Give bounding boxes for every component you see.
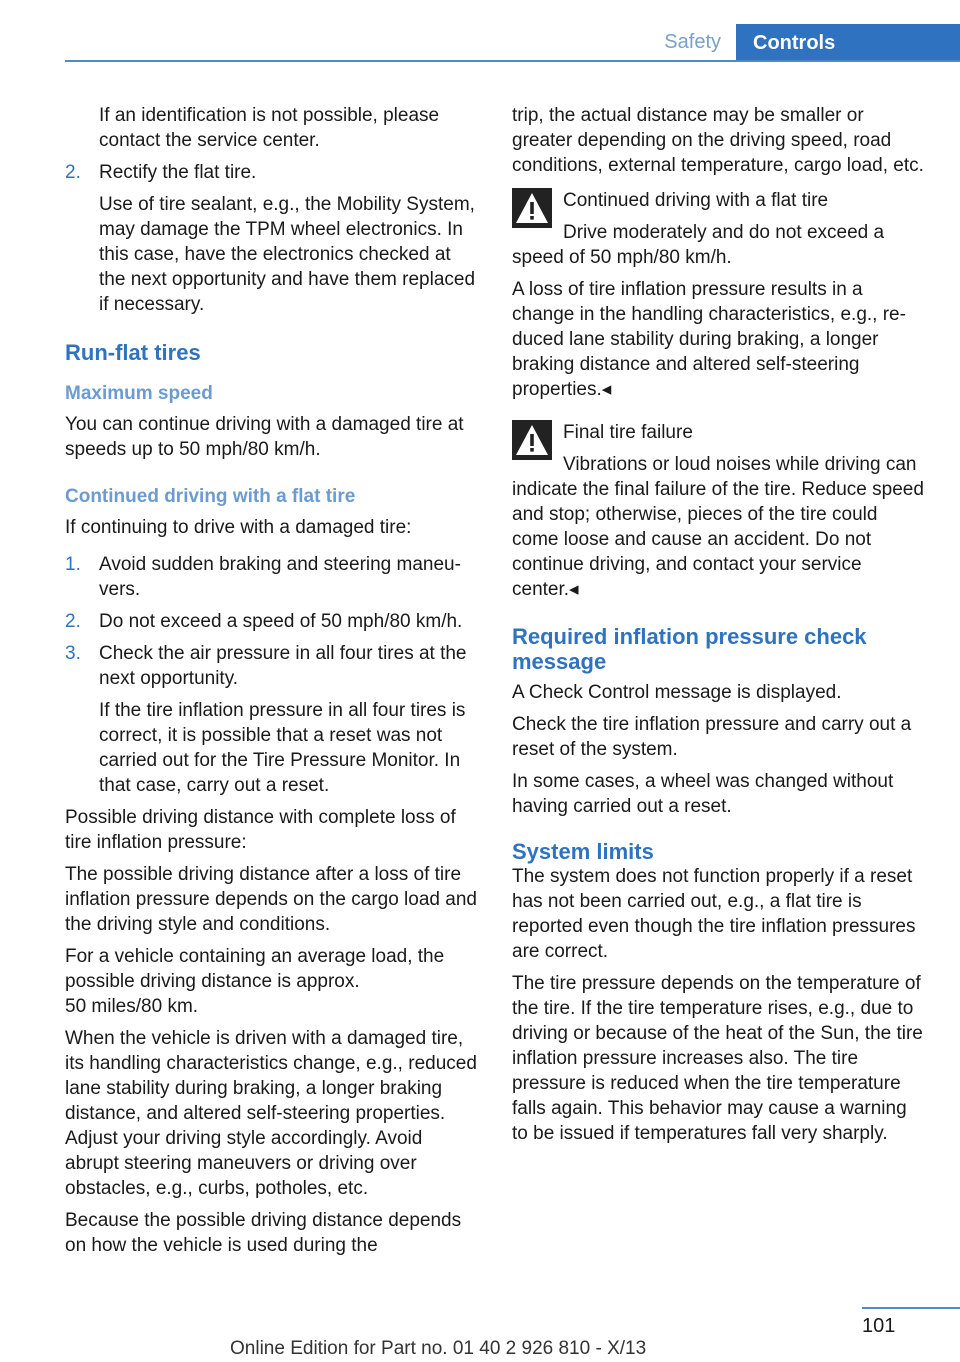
paragraph: The system does not function properly if a reset has not been carried out, e.g., a flat tire is reported even though the tire inflation pressures are correct. [512,866,916,962]
header-section-tab: Safety [664,31,721,53]
paragraph: Because the possible driving distance depends on how the vehicle is used during the [65,1210,462,1256]
list-number: 3. [65,643,81,664]
header-rule [65,60,960,62]
list-number: 1. [65,554,81,575]
list-number: 2. [65,162,81,183]
list-item [65,160,480,317]
list-subtext: If the tire inflation pressure in all four tires is correct, it is possible that a reset was not carried out for the Tire Pressure Monitor. In that case, carry out a reset. [99,700,466,796]
paragraph: You can continue driving with a damaged tire at speeds up to 50 mph/80 km/h. [65,414,464,460]
footer-edition: Online Edition for Part no. 01 40 2 926 810 - X/13 [230,1338,647,1359]
warning-title: Final tire failure [563,422,693,443]
list-text: Avoid sudden braking and steering maneuvers. [99,554,461,600]
list-item [65,609,480,634]
list-item [65,552,480,602]
paragraph: trip, the actual distance may be smaller or greater depending on the driving speed, road conditions, external temperature, cargo load, etc. [512,105,924,176]
list-number: 2. [65,611,81,632]
warning-triangle-icon [512,420,552,460]
page-number: 101 [862,1315,896,1337]
paragraph-line: 50 miles/80 km. [65,996,199,1017]
paragraph: The possible driving distance after a loss of tire inflation pressure depends on the cargo load and the driving style and conditions. [65,864,477,935]
warning-body: Vibrations or loud noises while driving can indicate the final failure of the tire. Reduce speed and stop; otherwise, pieces of the tire could come loose and cause an accident. Do not continue driving, and contact your service center.◂ [512,454,924,600]
heading-run-flat-tires: Run-flat tires [65,340,201,365]
right-column [512,103,926,1153]
paragraph: A Check Control message is displayed. [512,682,842,703]
paragraph: A loss of tire inflation pressure results in a change in the handling characteristics, e.g., reduced lane stability during braking, a longer braking distance and altered self-steering properties.◂ [512,279,906,400]
paragraph: The tire pressure depends on the temperature of the tire. If the tire temperature rises, e.g., due to driving or because of the heat of the Sun, the tire inflation pressure increases also. The tire pressure is reduced when the tire temperature falls again. This behavior may cause a warning to be issued if temperatures fall very sharply. [512,973,923,1144]
warning-title: Continued driving with a flat tire [563,190,829,211]
footer-rule [862,1307,960,1309]
paragraph [65,944,480,1019]
paragraph: If an identification is not possible, please contact the service center. [99,105,440,151]
heading-system-limits: System limits [512,839,654,864]
warning-box [512,188,926,270]
paragraph: In some cases, a wheel was changed without having carried out a reset. [512,771,894,817]
subheading-maximum-speed: Maximum speed [65,383,213,404]
warning-body: Drive moderately and do not exceed a speed of 50 mph/80 km/h. [512,222,885,268]
header-chapter-tab: Controls [736,24,960,62]
heading-required-inflation-pressure: Required inflation pressure check message [512,624,867,674]
list-subtext: Use of tire sealant, e.g., the Mobility System, may damage the TPM wheel electronics. In this case, have the electronics checked at the next opportunity and have them replaced if necessary. [99,194,476,315]
subheading-continued-driving: Continued driving with a flat tire [65,486,356,507]
warning-triangle-icon [512,188,552,228]
paragraph: When the vehicle is driven with a damaged tire, its handling characteristics change, e.g., reduced lane stability during braking, a longer braking distance, and altered self-steering properties. Adjust your driving style accordingly. Avoid abrupt steering maneuvers or driving over obstacles, e.g., curbs, potholes, etc. [65,1028,477,1199]
left-column [65,103,480,1265]
warning-box [512,420,926,602]
paragraph: If continuing to drive with a damaged tire: [65,517,412,538]
list-text: Rectify the flat tire. [99,162,257,183]
paragraph: Possible driving distance with complete loss of tire inflation pressure: [65,807,456,853]
paragraph: Check the tire inflation pressure and carry out a reset of the system. [512,714,912,760]
list-text: Do not exceed a speed of 50 mph/80 km/h. [99,611,463,632]
list-item [65,641,480,798]
paragraph-line: For a vehicle containing an average load, the possible driving distance is approx. [65,946,445,992]
list-text: Check the air pressure in all four tires at the next opportunity. [99,643,467,689]
